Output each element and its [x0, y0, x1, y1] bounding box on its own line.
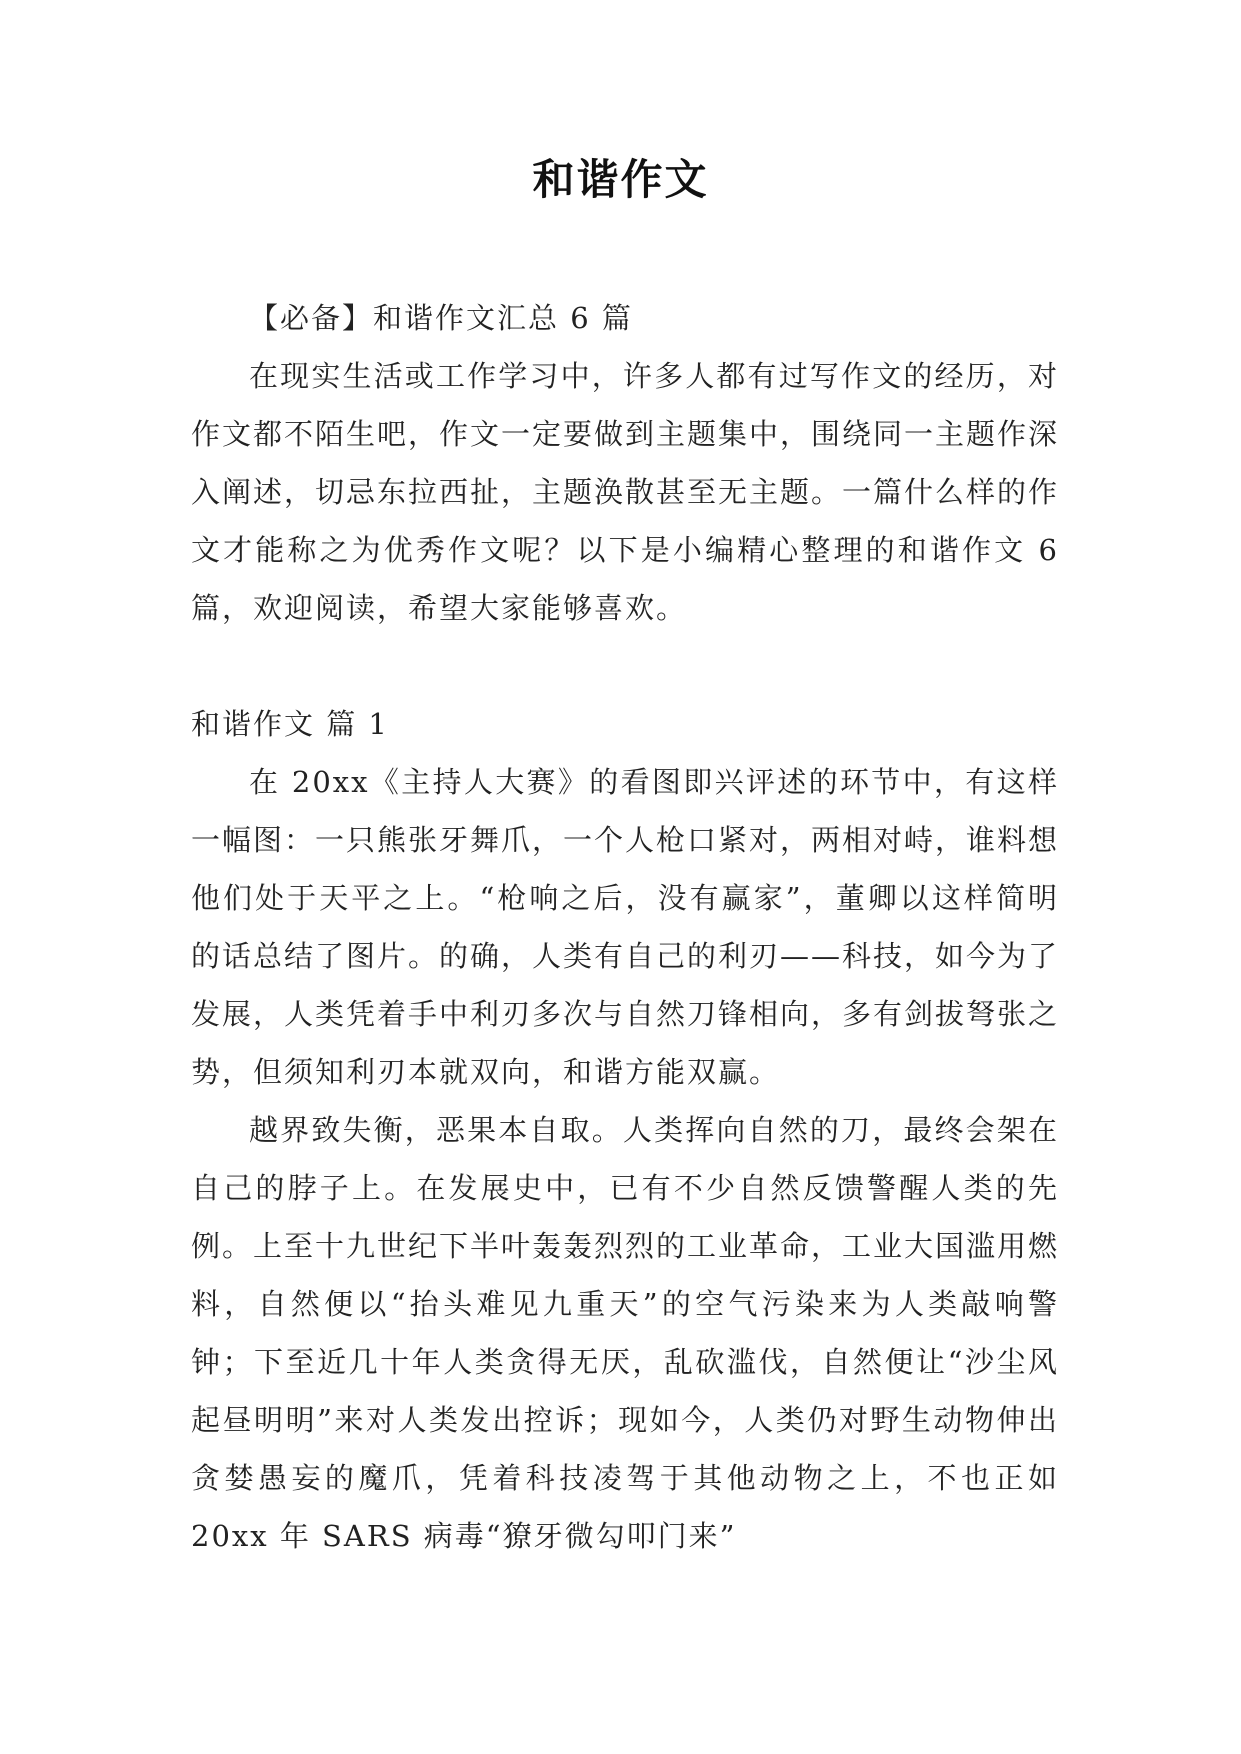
section-paragraph-1: 在 20xx《主持人大赛》的看图即兴评述的环节中，有这样一幅图：一只熊张牙舞爪，一个人枪口紧对，两相对峙，谁料想他们处于天平之上。“枪响之后，没有赢家”，董卿以这样简明的话总结了图片。的确，人类有自己的利刃——科技，如今为了发展，人类凭着手中利刃多次与自然刀锋相向，多有剑拔弩张之势，但须知利刃本就双向，和谐方能双赢。	[191, 765, 1060, 1089]
section-heading: 和谐作文 篇 1	[191, 707, 389, 741]
document-subtitle: 【必备】和谐作文汇总 6 篇	[249, 301, 633, 335]
section-paragraph-2: 越界致失衡，恶果本自取。人类挥向自然的刀，最终会架在自己的脖子上。在发展史中，已有不少自然反馈警醒人类的先例。上至十九世纪下半叶轰轰烈烈的工业革命，工业大国滥用燃料，自然便以“抬头难见九重天”的空气污染来为人类敲响警钟；下至近几十年人类贪得无厌，乱砍滥伐，自然便让“沙尘风起昼明明”来对人类发出控诉；现如今，人类仍对野生动物伸出贪婪愚妄的魔爪，凭着科技凌驾于其他动物之上，不也正如 20xx 年 SARS 病毒“獠牙微勾叩门来”	[191, 1113, 1060, 1553]
intro-paragraph: 在现实生活或工作学习中，许多人都有过写作文的经历，对作文都不陌生吧，作文一定要做到主题集中，围绕同一主题作深入阐述，切忌东拉西扯，主题涣散甚至无主题。一篇什么样的作文才能称之为优秀作文呢？以下是小编精心整理的和谐作文 6 篇，欢迎阅读，希望大家能够喜欢。	[191, 359, 1060, 625]
document-title: 和谐作文	[532, 155, 709, 204]
document-body	[191, 289, 1059, 1565]
